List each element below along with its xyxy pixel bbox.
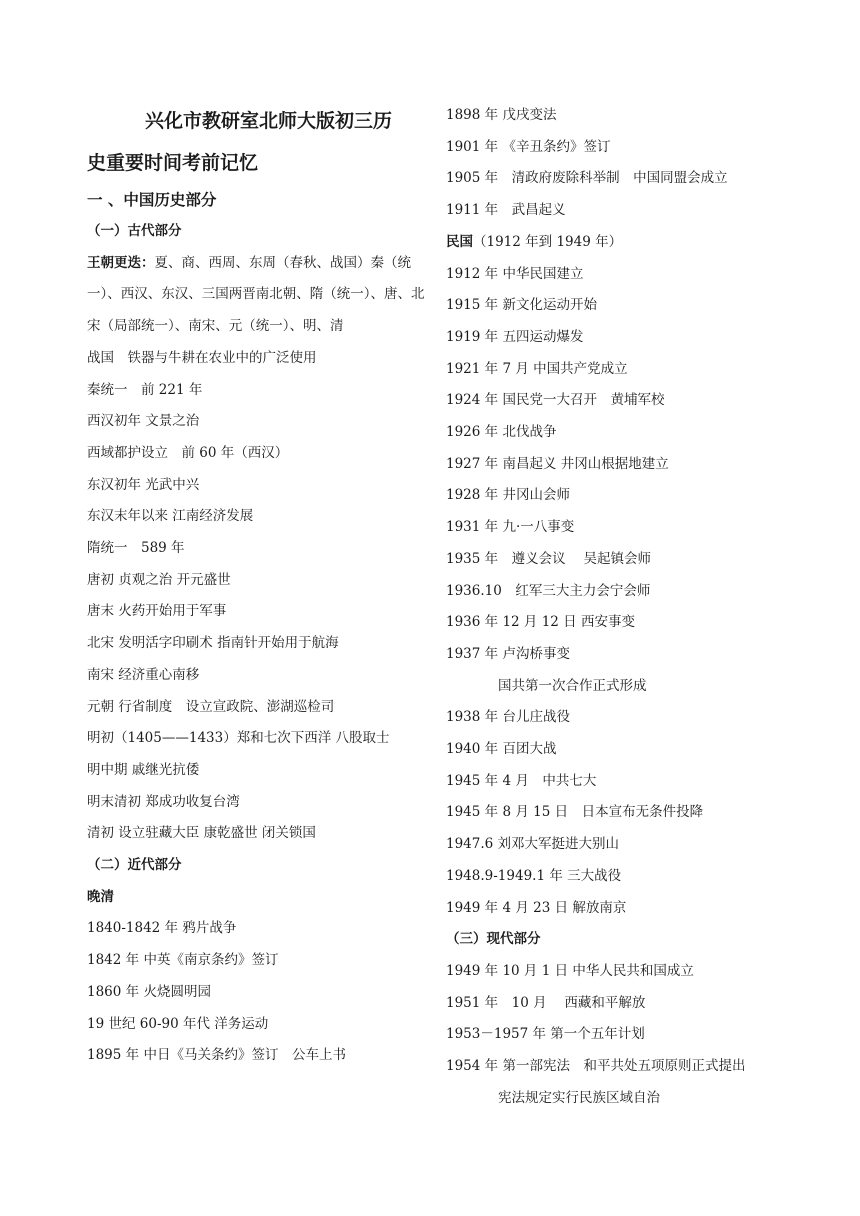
event-line: 唐末 火药开始用于军事	[87, 603, 227, 620]
roc-period-heading	[446, 227, 846, 259]
event-line: 元朝 行省制度 设立宣政院、澎湖巡检司	[87, 698, 335, 715]
title-line-2: 史重要时间考前记忆	[87, 152, 259, 174]
event-line: 1938 年 台儿庄战役	[446, 709, 570, 726]
event-line: 西域都护设立 前 60 年（西汉）	[87, 444, 289, 461]
event-line: 秦统一 前 221 年	[87, 381, 203, 398]
event-line: 1860 年 火烧圆明园	[87, 983, 211, 1000]
event-line: 19 世纪 60-90 年代 洋务运动	[87, 1015, 269, 1032]
event-line: 1905 年 清政府废除科举制 中国同盟会成立	[446, 170, 728, 187]
event-line: 北宋 发明活字印刷术 指南针开始用于航海	[87, 635, 339, 652]
subsection-heading-ancient: （一）古代部分	[87, 223, 182, 239]
event-line: 东汉末年以来 江南经济发展	[87, 508, 254, 525]
event-line: 东汉初年 光武中兴	[87, 476, 200, 493]
event-line: 唐初 贞观之治 开元盛世	[87, 571, 231, 588]
event-line: 明末清初 郑成功收复台湾	[87, 793, 240, 810]
event-line: 1951 年 10 月 西藏和平解放	[446, 994, 646, 1011]
event-line: 1915 年 新文化运动开始	[446, 297, 597, 314]
event-line: 1919 年 五四运动爆发	[446, 328, 584, 345]
late-qing-event-list-left	[87, 913, 427, 1072]
left-column	[87, 100, 427, 1072]
event-line: 1931 年 九·一八事变	[446, 519, 575, 536]
late-qing-event-list-right	[446, 100, 846, 227]
event-line: 战国 铁器与牛耕在农业中的广泛使用	[87, 349, 317, 366]
event-line: 1898 年 戊戌变法	[446, 107, 557, 123]
event-continuation-line: 宪法规定实行民族区域自治	[498, 1089, 660, 1106]
event-line: 1954 年 第一部宪法 和平共处五项原则正式提出	[446, 1058, 746, 1075]
event-line: 1937 年 卢沟桥事变	[446, 645, 570, 662]
ancient-event-list	[87, 343, 427, 850]
event-line: 1953－1957 年 第一个五年计划	[446, 1026, 645, 1043]
dynasty-succession-paragraph	[87, 248, 427, 343]
title-line-1: 兴化市教研室北师大版初三历	[145, 110, 393, 132]
event-line: 1949 年 4 月 23 日 解放南京	[446, 899, 627, 916]
event-line: 明中期 戚继光抗倭	[87, 761, 200, 778]
section-heading-china-history: 一 、中国历史部分	[87, 191, 217, 209]
document-title	[87, 100, 427, 184]
event-line: 1895 年 中日《马关条约》签订 公车上书	[87, 1047, 346, 1064]
dynasty-text: 夏、商、西周、东周（春秋、战国）秦（统一）、西汉、东汉、三国两晋南北朝、隋（统一）、唐、北宋（局部统一）、南宋、元（统一）、明、清	[87, 254, 425, 335]
subsection-heading-modern: （二）近代部分	[87, 857, 182, 874]
right-column	[446, 100, 846, 1115]
event-line: 1842 年 中英《南京条约》签订	[87, 952, 279, 969]
event-line: 1927 年 南昌起义 井冈山根据地建立	[446, 455, 669, 472]
roc-event-list	[446, 259, 846, 925]
event-line: 1947.6 刘邓大军挺进大别山	[446, 836, 620, 853]
event-line: 1912 年 中华民国建立	[446, 265, 584, 282]
event-line: 1945 年 4 月 中共七大	[446, 772, 597, 789]
event-line: 1911 年 武昌起义	[446, 202, 566, 219]
event-line: 1936 年 12 月 12 日 西安事变	[446, 614, 635, 631]
event-line: 1936.10 红军三大主力会宁会师	[446, 582, 651, 599]
event-continuation-line: 国共第一次合作正式形成	[498, 677, 647, 694]
event-line: 清初 设立驻藏大臣 康乾盛世 闭关锁国	[87, 825, 316, 842]
event-line: 1840-1842 年 鸦片战争	[87, 920, 237, 937]
event-line: 1921 年 7 月 中国共产党成立	[446, 360, 628, 377]
event-line: 1935 年 遵义会议 吴起镇会师	[446, 550, 651, 567]
roc-label: 民国	[446, 233, 473, 250]
event-line: 1901 年 《辛丑条约》签订	[446, 138, 611, 155]
event-line: 1926 年 北伐战争	[446, 424, 557, 441]
event-line: 1948.9-1949.1 年 三大战役	[446, 867, 622, 884]
event-line: 1949 年 10 月 1 日 中华人民共和国成立	[446, 962, 694, 979]
event-line: 西汉初年 文景之治	[87, 413, 200, 430]
contemporary-event-list	[446, 956, 846, 1115]
subsection-heading-contemporary: （三）现代部分	[446, 931, 541, 948]
event-line: 1928 年 井冈山会师	[446, 487, 570, 504]
event-line: 南宋 经济重心南移	[87, 666, 200, 683]
dynasty-label: 王朝更迭：	[87, 254, 155, 271]
event-line: 隋统一 589 年	[87, 540, 185, 557]
roc-range: （1912 年到 1949 年）	[473, 233, 623, 250]
event-line: 1945 年 8 月 15 日 日本宣布无条件投降	[446, 804, 704, 821]
event-line: 1924 年 国民党一大召开 黄埔军校	[446, 392, 665, 409]
late-qing-label: 晚清	[87, 888, 114, 905]
event-line: 明初（1405——1433）郑和七次下西洋 八股取士	[87, 730, 390, 747]
event-line: 1940 年 百团大战	[446, 741, 557, 758]
